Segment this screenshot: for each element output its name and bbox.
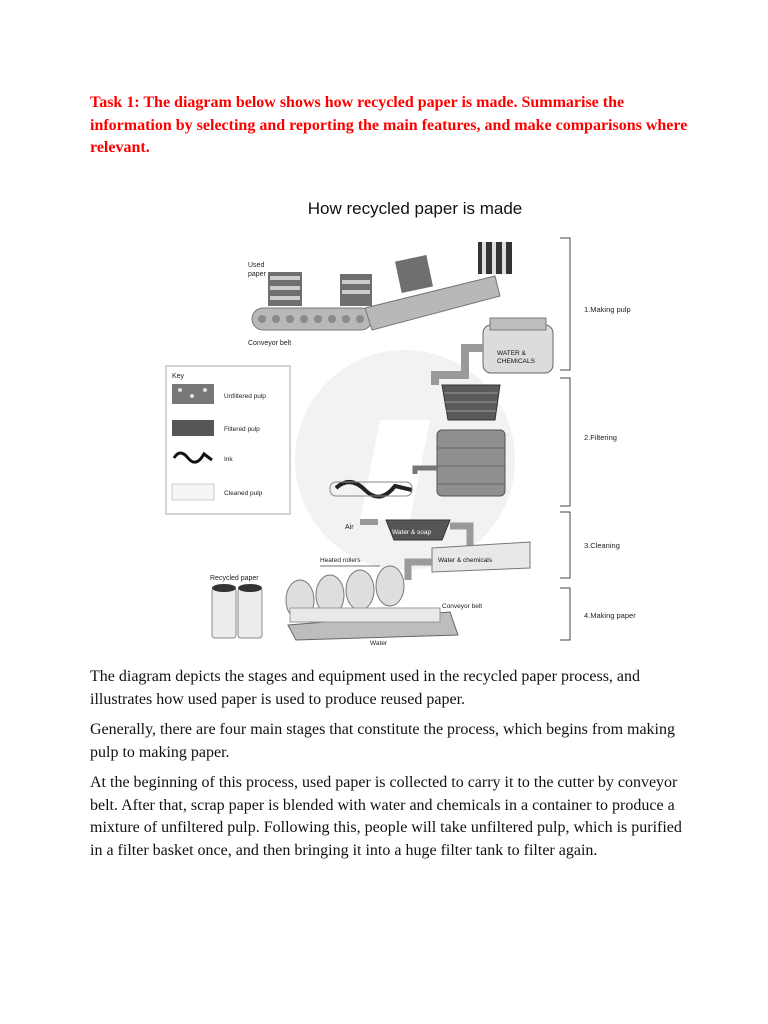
key-swatch-filtered xyxy=(172,420,214,436)
paragraph-2: Generally, there are four main stages that constitute the process, which begins from making pulp to making paper. xyxy=(90,721,675,761)
paper-stack-1 xyxy=(268,272,302,306)
paper-stack-2 xyxy=(340,274,372,306)
conveyor-belt-top-left xyxy=(252,308,372,330)
key-label-ink: Ink xyxy=(224,456,233,463)
label-used-paper-1: Used xyxy=(248,262,265,269)
paragraph-3: At the beginning of this process, used paper is collected to carry it to the cutter by conveyor belt. After that, scrap paper is blended with water and chemicals in a container to produce a mixture of unfiltered pulp. Following this, people will take unfiltered pulp, which is purified in a filter basket once, and then bringing it into a huge filter tank to filter again. xyxy=(90,774,682,859)
label-water-chemicals-tray: Water & chemicals xyxy=(438,557,492,564)
label-air: Air xyxy=(345,524,354,531)
paper-stack-4 xyxy=(478,242,512,274)
key-label-cleaned: Cleaned pulp xyxy=(224,490,263,497)
filter-tank xyxy=(437,430,505,496)
stage-label-4: 4.Making paper xyxy=(584,611,636,620)
mixing-container xyxy=(483,325,553,373)
bracket-stage-4 xyxy=(560,588,570,640)
label-water-chemicals-2: CHEMICALS xyxy=(497,358,535,365)
mixing-container-lid xyxy=(490,318,546,330)
label-conveyor-belt-top: Conveyor belt xyxy=(248,340,292,347)
diagram-title: How recycled paper is made xyxy=(307,199,523,218)
stage-label-2: 2.Filtering xyxy=(584,433,617,442)
key-label-filtered: Filtered pulp xyxy=(224,426,260,433)
recycled-paper-rolls xyxy=(212,584,262,638)
stage-label-1: 1.Making pulp xyxy=(584,305,631,314)
stage-label-3: 3.Cleaning xyxy=(584,541,620,550)
label-heated-rollers: Heated rollers xyxy=(320,557,361,564)
key-label-unfiltered: Unfiltered pulp xyxy=(224,393,266,400)
bracket-stage-2 xyxy=(560,378,570,506)
task-prompt: Task 1: The diagram below shows how recycled paper is made. Summarise the information by selecting and reporting the main features, and make comparisons where relevant. xyxy=(90,94,688,156)
key-swatch-unfiltered xyxy=(172,384,214,404)
paper-sheet xyxy=(290,608,440,622)
label-recycled-paper: Recycled paper xyxy=(210,575,259,582)
label-water: Water xyxy=(370,640,388,647)
bracket-stage-3 xyxy=(560,512,570,578)
key-swatch-cleaned xyxy=(172,484,214,500)
pipe-to-rollers xyxy=(408,562,432,580)
recycled-paper-diagram xyxy=(160,190,636,650)
essay-body xyxy=(90,666,690,870)
label-conveyor-belt-bottom: Conveyor belt xyxy=(442,603,483,610)
diagram-svg xyxy=(160,190,636,650)
label-used-paper-2: paper xyxy=(248,271,266,278)
label-water-soap: Water & soap xyxy=(392,529,432,536)
paragraph-1: The diagram depicts the stages and equipment used in the recycled paper process, and illustrates how used paper is used to produce reused paper. xyxy=(90,668,641,708)
key-title: Key xyxy=(172,373,185,380)
paper-stack-3 xyxy=(395,255,433,293)
label-water-chemicals-1: WATER & xyxy=(497,350,526,357)
bracket-stage-1 xyxy=(560,238,570,370)
